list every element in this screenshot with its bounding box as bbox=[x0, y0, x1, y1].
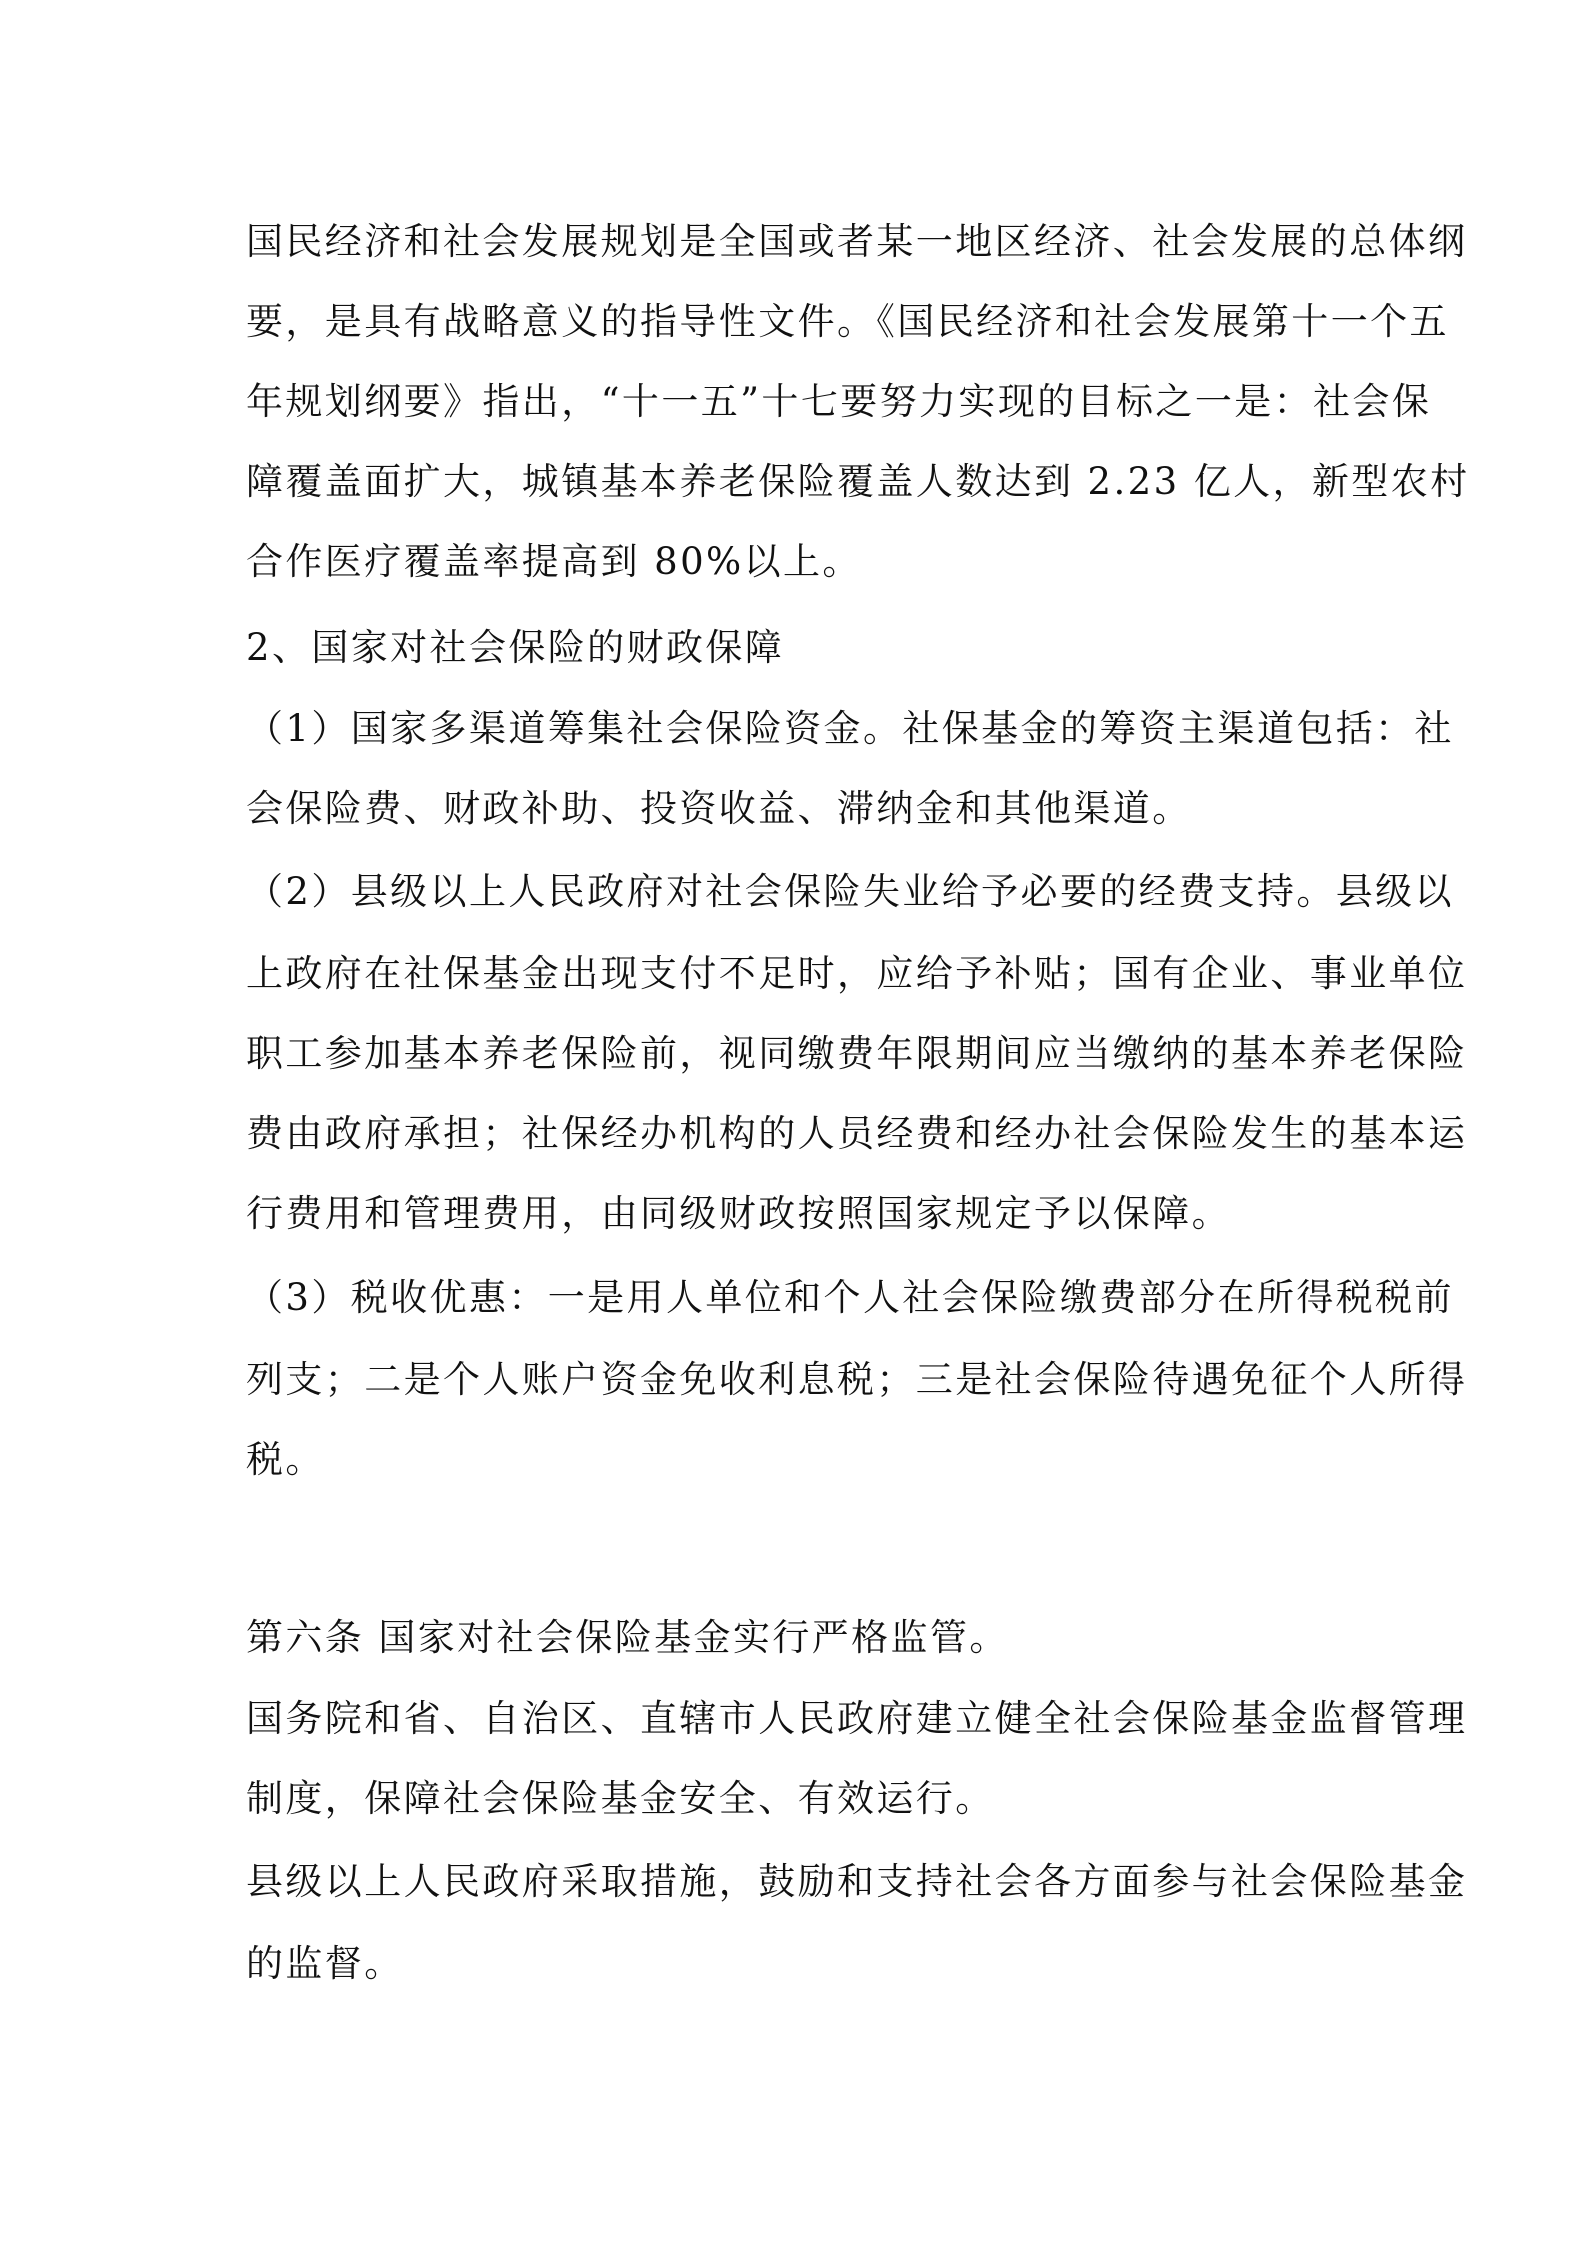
text-line: 制度，保障社会保险基金安全、有效运行。 bbox=[246, 1777, 995, 1820]
text-line: 职工参加基本养老保险前，视同缴费年限期间应当缴纳的基本养老保险 bbox=[246, 1032, 1468, 1075]
section-heading: 2、国家对社会保险的财政保障 bbox=[246, 626, 785, 669]
text-line: 年规划纲要》指出，“十一五”十七要努力实现的目标之一是：社会保 bbox=[246, 380, 1432, 423]
text-line: 的监督。 bbox=[246, 1942, 404, 1985]
text-line: （3）税收优惠：一是用人单位和个人社会保险缴费部分在所得税税前 bbox=[246, 1276, 1454, 1319]
text-line: 县级以上人民政府采取措施，鼓励和支持社会各方面参与社会保险基金 bbox=[246, 1860, 1468, 1903]
text-line: 合作医疗覆盖率提高到 80%以上。 bbox=[246, 540, 862, 583]
text-line: （2）县级以上人民政府对社会保险失业给予必要的经费支持。县级以 bbox=[246, 870, 1454, 913]
text-line: 费由政府承担；社保经办机构的人员经费和经办社会保险发生的基本运 bbox=[246, 1112, 1468, 1155]
article-heading: 第六条 国家对社会保险基金实行严格监管。 bbox=[246, 1616, 1009, 1659]
text-line: 税。 bbox=[246, 1438, 325, 1481]
text-line: 列支；二是个人账户资金免收利息税；三是社会保险待遇免征个人所得 bbox=[246, 1358, 1468, 1401]
text-line: 上政府在社保基金出现支付不足时，应给予补贴；国有企业、事业单位 bbox=[246, 952, 1468, 995]
text-line: 会保险费、财政补助、投资收益、滞纳金和其他渠道。 bbox=[246, 787, 1192, 830]
text-line: 行费用和管理费用，由同级财政按照国家规定予以保障。 bbox=[246, 1192, 1231, 1235]
text-line: 国民经济和社会发展规划是全国或者某一地区经济、社会发展的总体纲 bbox=[246, 220, 1468, 263]
text-line: 要，是具有战略意义的指导性文件。《国民经济和社会发展第十一个五 bbox=[246, 300, 1449, 343]
text-line: 国务院和省、自治区、直辖市人民政府建立健全社会保险基金监督管理 bbox=[246, 1697, 1468, 1740]
text-line: 障覆盖面扩大，城镇基本养老保险覆盖人数达到 2.23 亿人，新型农村 bbox=[246, 460, 1470, 503]
text-line: （1）国家多渠道筹集社会保险资金。社保基金的筹资主渠道包括：社 bbox=[246, 707, 1454, 750]
